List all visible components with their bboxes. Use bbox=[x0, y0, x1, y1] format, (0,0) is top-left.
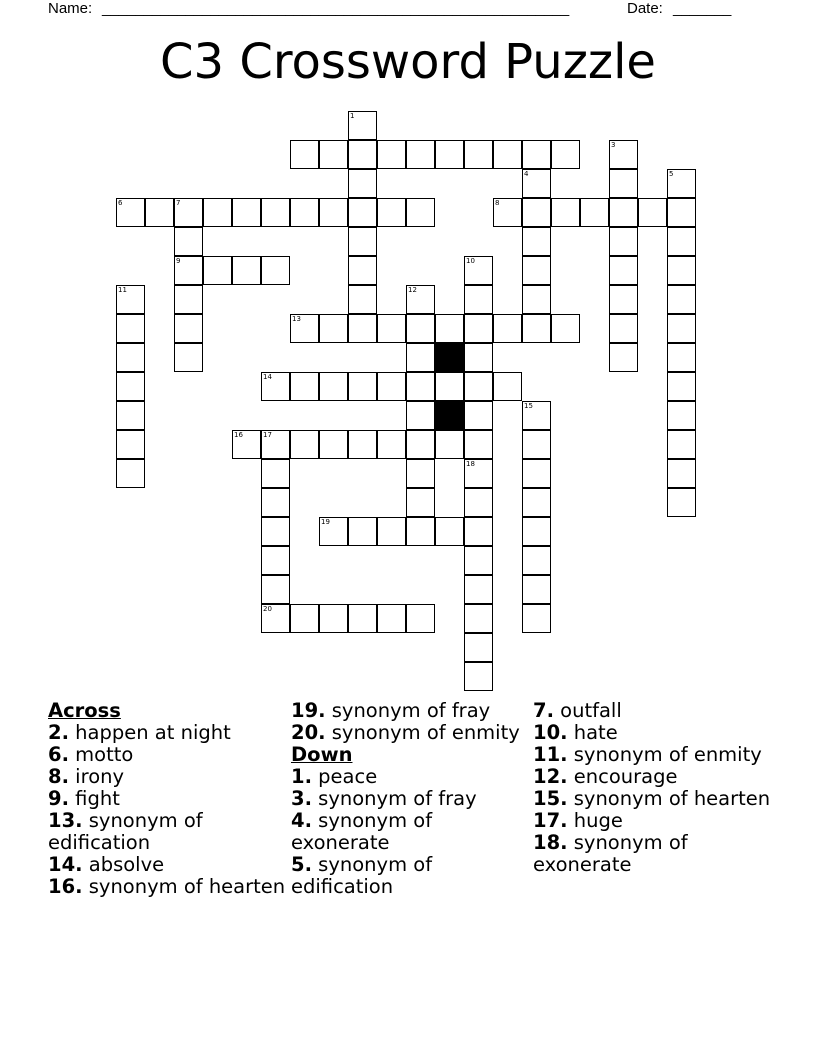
clue-item bbox=[48, 810, 288, 854]
clue-number: 16 bbox=[234, 431, 243, 439]
clue-number-label: 17. bbox=[533, 809, 568, 832]
crossword-cell[interactable] bbox=[464, 343, 493, 372]
crossword-cell[interactable] bbox=[174, 198, 203, 227]
crossword-cell[interactable] bbox=[377, 140, 406, 169]
clue-number-label: 18. bbox=[533, 831, 568, 854]
crossword-cell[interactable] bbox=[667, 343, 696, 372]
crossword-cell[interactable] bbox=[406, 517, 435, 546]
crossword-cell[interactable] bbox=[348, 430, 377, 459]
crossword-cell[interactable] bbox=[319, 430, 348, 459]
crossword-cell[interactable] bbox=[261, 488, 290, 517]
crossword-cell[interactable] bbox=[116, 285, 145, 314]
crossword-cell[interactable] bbox=[522, 256, 551, 285]
crossword-cell[interactable] bbox=[348, 517, 377, 546]
clue-text: encourage bbox=[567, 765, 678, 788]
crossword-cell[interactable] bbox=[261, 372, 290, 401]
clue-item bbox=[48, 788, 288, 810]
crossword-cell[interactable] bbox=[203, 256, 232, 285]
clue-item bbox=[48, 876, 288, 898]
clue-number-label: 10. bbox=[533, 721, 568, 744]
clue-text: synonym of hearten bbox=[567, 787, 771, 810]
crossword-cell[interactable] bbox=[406, 198, 435, 227]
crossword-cell[interactable] bbox=[464, 314, 493, 343]
crossword-cell[interactable] bbox=[319, 372, 348, 401]
crossword-cell[interactable] bbox=[116, 314, 145, 343]
clue-number: 5 bbox=[669, 170, 674, 178]
crossword-cell[interactable] bbox=[174, 227, 203, 256]
crossword-cell[interactable] bbox=[406, 604, 435, 633]
clue-number: 10 bbox=[466, 257, 475, 265]
crossword-cell[interactable] bbox=[319, 140, 348, 169]
crossword-cell[interactable] bbox=[464, 430, 493, 459]
clues-column-3 bbox=[533, 700, 773, 876]
crossword-cell[interactable] bbox=[522, 430, 551, 459]
clue-number: 18 bbox=[466, 460, 475, 468]
crossword-cell[interactable] bbox=[116, 430, 145, 459]
crossword-cell[interactable] bbox=[464, 662, 493, 691]
crossword-cell[interactable] bbox=[406, 401, 435, 430]
crossword-cell[interactable] bbox=[464, 140, 493, 169]
clue-number: 12 bbox=[408, 286, 417, 294]
across-clue-list bbox=[48, 722, 288, 898]
clue-number-label: 12. bbox=[533, 765, 568, 788]
crossword-cell[interactable] bbox=[638, 198, 667, 227]
crossword-cell[interactable] bbox=[174, 285, 203, 314]
crossword-cell[interactable] bbox=[406, 372, 435, 401]
crossword-cell[interactable] bbox=[609, 198, 638, 227]
clue-text: happen at night bbox=[68, 721, 231, 744]
crossword-cell[interactable] bbox=[667, 401, 696, 430]
clue-text: outfall bbox=[553, 699, 622, 722]
crossword-cell[interactable] bbox=[348, 372, 377, 401]
crossword-cell[interactable] bbox=[348, 169, 377, 198]
clue-number: 9 bbox=[176, 257, 181, 265]
clue-number: 6 bbox=[118, 199, 123, 207]
crossword-cell[interactable] bbox=[377, 430, 406, 459]
crossword-cell[interactable] bbox=[116, 198, 145, 227]
crossword-cell[interactable] bbox=[609, 169, 638, 198]
crossword-cell[interactable] bbox=[435, 372, 464, 401]
crossword-cell[interactable] bbox=[290, 314, 319, 343]
clue-number: 4 bbox=[524, 170, 529, 178]
clue-item bbox=[291, 788, 531, 810]
crossword-cell[interactable] bbox=[464, 488, 493, 517]
crossword-cell[interactable] bbox=[232, 256, 261, 285]
crossword-cell[interactable] bbox=[609, 314, 638, 343]
crossword-cell[interactable] bbox=[377, 604, 406, 633]
crossword-cell[interactable] bbox=[290, 198, 319, 227]
crossword-cell[interactable] bbox=[464, 517, 493, 546]
crossword-cell[interactable] bbox=[522, 227, 551, 256]
crossword-cell[interactable] bbox=[522, 459, 551, 488]
clue-text: synonym of enmity bbox=[567, 743, 762, 766]
clue-number: 11 bbox=[118, 286, 127, 294]
crossword-cell[interactable] bbox=[464, 575, 493, 604]
crossword-cell[interactable] bbox=[464, 459, 493, 488]
crossword-cell[interactable] bbox=[493, 314, 522, 343]
clue-text: synonym of edification bbox=[291, 853, 433, 898]
crossword-cell[interactable] bbox=[522, 198, 551, 227]
crossword-cell[interactable] bbox=[261, 459, 290, 488]
clue-text: irony bbox=[68, 765, 125, 788]
clue-text: hate bbox=[567, 721, 618, 744]
clue-item bbox=[291, 766, 531, 788]
clue-number-label: 14. bbox=[48, 853, 83, 876]
clue-item bbox=[533, 766, 773, 788]
clue-number: 1 bbox=[350, 112, 355, 120]
clue-item bbox=[48, 722, 288, 744]
crossword-cell[interactable] bbox=[667, 430, 696, 459]
crossword-cell[interactable] bbox=[377, 198, 406, 227]
crossword-cell[interactable] bbox=[667, 314, 696, 343]
crossword-cell[interactable] bbox=[551, 140, 580, 169]
crossword-block bbox=[435, 401, 464, 430]
clue-text: peace bbox=[311, 765, 378, 788]
clue-text: huge bbox=[567, 809, 623, 832]
clue-item bbox=[533, 722, 773, 744]
clue-item bbox=[291, 854, 531, 898]
clue-number: 20 bbox=[263, 605, 272, 613]
crossword-cell[interactable] bbox=[667, 256, 696, 285]
crossword-cell[interactable] bbox=[290, 604, 319, 633]
crossword-cell[interactable] bbox=[522, 140, 551, 169]
crossword-cell[interactable] bbox=[174, 343, 203, 372]
crossword-cell[interactable] bbox=[116, 343, 145, 372]
crossword-cell[interactable] bbox=[145, 198, 174, 227]
clue-number: 7 bbox=[176, 199, 181, 207]
clue-text: synonym of enmity bbox=[325, 721, 520, 744]
clue-item bbox=[533, 788, 773, 810]
crossword-cell[interactable] bbox=[667, 169, 696, 198]
crossword-cell[interactable] bbox=[493, 198, 522, 227]
crossword-cell[interactable] bbox=[406, 343, 435, 372]
clue-number: 15 bbox=[524, 402, 533, 410]
crossword-cell[interactable] bbox=[290, 140, 319, 169]
crossword-cell[interactable] bbox=[348, 314, 377, 343]
crossword-cell[interactable] bbox=[522, 546, 551, 575]
crossword-cell[interactable] bbox=[667, 285, 696, 314]
crossword-cell[interactable] bbox=[174, 314, 203, 343]
clue-text: fight bbox=[68, 787, 120, 810]
crossword-cell[interactable] bbox=[551, 314, 580, 343]
crossword-cell[interactable] bbox=[609, 285, 638, 314]
crossword-cell[interactable] bbox=[609, 140, 638, 169]
clue-number-label: 5. bbox=[291, 853, 312, 876]
clue-text: absolve bbox=[82, 853, 165, 876]
crossword-cell[interactable] bbox=[348, 285, 377, 314]
crossword-cell[interactable] bbox=[406, 314, 435, 343]
clue-number: 17 bbox=[263, 431, 272, 439]
clue-item bbox=[291, 722, 531, 744]
crossword-cell[interactable] bbox=[174, 256, 203, 285]
down-clue-list-continued bbox=[533, 700, 773, 876]
crossword-block bbox=[435, 343, 464, 372]
clue-item bbox=[291, 700, 531, 722]
clue-number-label: 2. bbox=[48, 721, 69, 744]
crossword-cell[interactable] bbox=[406, 488, 435, 517]
down-heading: Down bbox=[291, 743, 353, 766]
crossword-cell[interactable] bbox=[116, 401, 145, 430]
crossword-cell[interactable] bbox=[435, 517, 464, 546]
crossword-cell[interactable] bbox=[377, 314, 406, 343]
clue-number-label: 15. bbox=[533, 787, 568, 810]
crossword-cell[interactable] bbox=[522, 488, 551, 517]
down-clue-list bbox=[291, 766, 531, 898]
across-clue-list-continued bbox=[291, 700, 531, 744]
crossword-cell[interactable] bbox=[580, 198, 609, 227]
crossword-cell[interactable] bbox=[667, 488, 696, 517]
crossword-cell[interactable] bbox=[319, 198, 348, 227]
clue-number-label: 7. bbox=[533, 699, 554, 722]
crossword-cell[interactable] bbox=[464, 285, 493, 314]
crossword-cell[interactable] bbox=[464, 401, 493, 430]
date-field[interactable]: _______ bbox=[673, 0, 732, 17]
crossword-cell[interactable] bbox=[348, 227, 377, 256]
crossword-cell[interactable] bbox=[319, 517, 348, 546]
crossword-cell[interactable] bbox=[464, 372, 493, 401]
crossword-cell[interactable] bbox=[116, 372, 145, 401]
crossword-cell[interactable] bbox=[464, 633, 493, 662]
crossword-cell[interactable] bbox=[116, 459, 145, 488]
crossword-cell[interactable] bbox=[232, 198, 261, 227]
crossword-cell[interactable] bbox=[464, 604, 493, 633]
crossword-cell[interactable] bbox=[406, 430, 435, 459]
crossword-cell[interactable] bbox=[261, 198, 290, 227]
across-heading: Across bbox=[48, 699, 121, 722]
clue-text: synonym of exonerate bbox=[291, 809, 433, 854]
date-label: Date: bbox=[627, 0, 663, 17]
clue-item bbox=[48, 744, 288, 766]
crossword-cell[interactable] bbox=[493, 372, 522, 401]
crossword-cell[interactable] bbox=[290, 430, 319, 459]
crossword-cell[interactable] bbox=[435, 430, 464, 459]
crossword-cell[interactable] bbox=[406, 285, 435, 314]
crossword-cell[interactable] bbox=[406, 459, 435, 488]
crossword-cell[interactable] bbox=[609, 227, 638, 256]
crossword-cell[interactable] bbox=[348, 111, 377, 140]
name-label: Name: bbox=[48, 0, 93, 17]
crossword-cell[interactable] bbox=[377, 517, 406, 546]
crossword-cell[interactable] bbox=[609, 256, 638, 285]
crossword-cell[interactable] bbox=[203, 198, 232, 227]
crossword-cell[interactable] bbox=[319, 604, 348, 633]
crossword-cell[interactable] bbox=[522, 401, 551, 430]
crossword-cell[interactable] bbox=[232, 430, 261, 459]
crossword-cell[interactable] bbox=[551, 198, 580, 227]
crossword-cell[interactable] bbox=[261, 546, 290, 575]
name-field[interactable]: ________________________________________________________ bbox=[102, 0, 570, 17]
crossword-cell[interactable] bbox=[435, 140, 464, 169]
clues-column-1 bbox=[48, 700, 288, 898]
clue-number-label: 8. bbox=[48, 765, 69, 788]
clue-item bbox=[48, 766, 288, 788]
crossword-cell[interactable] bbox=[261, 604, 290, 633]
crossword-cell[interactable] bbox=[435, 314, 464, 343]
clue-number: 14 bbox=[263, 373, 272, 381]
crossword-cell[interactable] bbox=[667, 198, 696, 227]
clue-number-label: 3. bbox=[291, 787, 312, 810]
clue-number: 8 bbox=[495, 199, 500, 207]
crossword-cell[interactable] bbox=[377, 372, 406, 401]
clue-text: synonym of edification bbox=[48, 809, 203, 854]
crossword-cell[interactable] bbox=[609, 343, 638, 372]
crossword-cell[interactable] bbox=[290, 372, 319, 401]
clue-text: synonym of exonerate bbox=[533, 831, 688, 876]
clue-number-label: 9. bbox=[48, 787, 69, 810]
crossword-cell[interactable] bbox=[348, 604, 377, 633]
crossword-cell[interactable] bbox=[348, 198, 377, 227]
crossword-cell[interactable] bbox=[522, 169, 551, 198]
clue-number-label: 19. bbox=[291, 699, 326, 722]
crossword-cell[interactable] bbox=[667, 227, 696, 256]
crossword-cell[interactable] bbox=[261, 575, 290, 604]
clue-text: synonym of fray bbox=[325, 699, 491, 722]
clue-text: synonym of hearten bbox=[82, 875, 286, 898]
clue-number-label: 4. bbox=[291, 809, 312, 832]
clue-number-label: 13. bbox=[48, 809, 83, 832]
crossword-cell[interactable] bbox=[406, 140, 435, 169]
clue-item bbox=[48, 854, 288, 876]
crossword-cell[interactable] bbox=[667, 459, 696, 488]
clue-number-label: 20. bbox=[291, 721, 326, 744]
clue-number-label: 16. bbox=[48, 875, 83, 898]
clue-number-label: 11. bbox=[533, 743, 568, 766]
crossword-cell[interactable] bbox=[348, 256, 377, 285]
crossword-cell[interactable] bbox=[261, 256, 290, 285]
clue-text: motto bbox=[68, 743, 134, 766]
clue-text: synonym of fray bbox=[311, 787, 477, 810]
clue-number: 19 bbox=[321, 518, 330, 526]
clue-number-label: 1. bbox=[291, 765, 312, 788]
crossword-cell[interactable] bbox=[261, 430, 290, 459]
crossword-cell[interactable] bbox=[464, 256, 493, 285]
crossword-cell[interactable] bbox=[348, 140, 377, 169]
clue-item bbox=[533, 832, 773, 876]
crossword-cell[interactable] bbox=[522, 604, 551, 633]
clue-number: 13 bbox=[292, 315, 301, 323]
crossword-cell[interactable] bbox=[493, 140, 522, 169]
clue-item bbox=[291, 810, 531, 854]
crossword-cell[interactable] bbox=[522, 575, 551, 604]
clue-item bbox=[533, 700, 773, 722]
clue-number-label: 6. bbox=[48, 743, 69, 766]
clue-item bbox=[533, 810, 773, 832]
crossword-cell[interactable] bbox=[667, 372, 696, 401]
clue-number: 3 bbox=[611, 141, 616, 149]
crossword-cell[interactable] bbox=[261, 517, 290, 546]
crossword-cell[interactable] bbox=[319, 314, 348, 343]
crossword-cell[interactable] bbox=[522, 517, 551, 546]
crossword-cell[interactable] bbox=[522, 285, 551, 314]
clues-column-2 bbox=[291, 700, 531, 898]
crossword-cell[interactable] bbox=[522, 314, 551, 343]
clue-item bbox=[533, 744, 773, 766]
crossword-cell[interactable] bbox=[464, 546, 493, 575]
page-title: C3 Crossword Puzzle bbox=[160, 34, 656, 90]
